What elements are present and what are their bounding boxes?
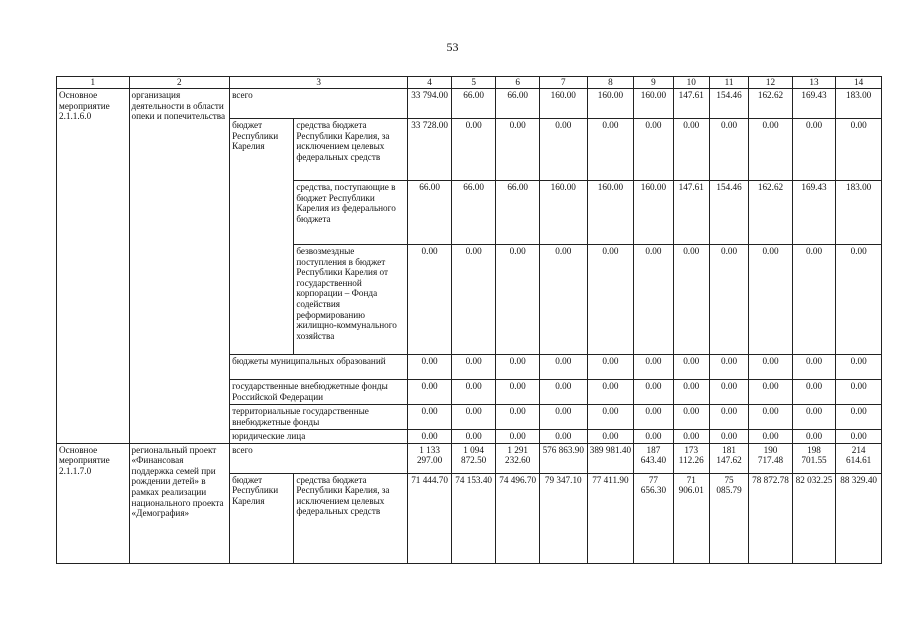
value-cell: 0.00 — [673, 355, 709, 380]
value-cell: 33 728.00 — [408, 119, 452, 181]
value-cell: 66.00 — [451, 181, 496, 245]
value-cell: 0.00 — [673, 380, 709, 405]
value-cell: 0.00 — [792, 245, 836, 355]
measure-description: организация деятельности в области опеки и попечительства — [129, 89, 230, 444]
source-label: бюджеты муниципальных образований — [230, 355, 408, 380]
source-label: территориальные государственные внебюджетные фонды — [230, 405, 408, 430]
value-cell: 0.00 — [451, 405, 496, 430]
value-cell: 0.00 — [496, 430, 540, 444]
value-cell: 0.00 — [634, 119, 673, 181]
value-cell: 0.00 — [587, 119, 634, 181]
value-cell: 0.00 — [408, 245, 452, 355]
header-cell: 12 — [749, 77, 793, 89]
value-cell: 389 981.40 — [587, 443, 634, 473]
header-cell: 14 — [836, 77, 882, 89]
value-cell: 0.00 — [792, 355, 836, 380]
value-cell: 0.00 — [749, 355, 793, 380]
value-cell: 88 329.40 — [836, 473, 882, 563]
header-cell: 10 — [673, 77, 709, 89]
value-cell: 0.00 — [749, 119, 793, 181]
value-cell: 162.62 — [749, 181, 793, 245]
value-cell: 71 444.70 — [408, 473, 452, 563]
header-cell: 13 — [792, 77, 836, 89]
header-cell: 7 — [539, 77, 587, 89]
value-cell: 0.00 — [587, 430, 634, 444]
value-cell: 0.00 — [451, 245, 496, 355]
value-cell: 0.00 — [587, 245, 634, 355]
value-cell: 74 153.40 — [451, 473, 496, 563]
value-cell: 0.00 — [836, 355, 882, 380]
value-cell: 183.00 — [836, 89, 882, 119]
value-cell: 0.00 — [836, 430, 882, 444]
value-cell: 0.00 — [749, 405, 793, 430]
source-label: средства бюджета Республики Карелия, за исключением целевых федеральных средств — [294, 119, 408, 181]
value-cell: 0.00 — [792, 380, 836, 405]
value-cell: 0.00 — [792, 119, 836, 181]
value-cell: 0.00 — [496, 119, 540, 181]
measure-code: Основное мероприятие 2.1.1.6.0 — [57, 89, 130, 444]
value-cell: 0.00 — [451, 119, 496, 181]
page-number: 53 — [446, 40, 459, 54]
header-cell: 6 — [496, 77, 540, 89]
table-body — [57, 77, 882, 564]
value-cell: 0.00 — [451, 355, 496, 380]
value-cell: 162.62 — [749, 89, 793, 119]
value-cell: 0.00 — [836, 405, 882, 430]
value-cell: 0.00 — [792, 430, 836, 444]
value-cell: 160.00 — [634, 89, 673, 119]
value-cell: 0.00 — [408, 430, 452, 444]
value-cell: 187 643.40 — [634, 443, 673, 473]
header-cell: 8 — [587, 77, 634, 89]
value-cell: 0.00 — [634, 405, 673, 430]
value-cell: 0.00 — [792, 405, 836, 430]
value-cell: 0.00 — [634, 355, 673, 380]
value-cell: 181 147.62 — [709, 443, 748, 473]
value-cell: 0.00 — [496, 405, 540, 430]
value-cell: 160.00 — [587, 181, 634, 245]
measure-total-row — [57, 89, 882, 119]
value-cell: 160.00 — [634, 181, 673, 245]
header-cell: 11 — [709, 77, 748, 89]
header-cell: 3 — [230, 77, 408, 89]
source-label: всего — [230, 89, 408, 119]
value-cell: 154.46 — [709, 181, 748, 245]
value-cell: 169.43 — [792, 181, 836, 245]
value-cell: 1 094 872.50 — [451, 443, 496, 473]
header-cell: 5 — [451, 77, 496, 89]
value-cell: 214 614.61 — [836, 443, 882, 473]
value-cell: 576 863.90 — [539, 443, 587, 473]
value-cell: 173 112.26 — [673, 443, 709, 473]
value-cell: 0.00 — [634, 430, 673, 444]
value-cell: 0.00 — [836, 119, 882, 181]
value-cell: 0.00 — [836, 245, 882, 355]
header-cell: 4 — [408, 77, 452, 89]
source-label: средства, поступающие в бюджет Республики Карелия из федерального бюджета — [294, 181, 408, 245]
header-cell: 9 — [634, 77, 673, 89]
value-cell: 190 717.48 — [749, 443, 793, 473]
value-cell: 0.00 — [709, 245, 748, 355]
header-cell: 2 — [129, 77, 230, 89]
value-cell: 0.00 — [749, 245, 793, 355]
value-cell: 160.00 — [539, 89, 587, 119]
value-cell: 0.00 — [587, 380, 634, 405]
value-cell: 160.00 — [587, 89, 634, 119]
value-cell: 1 133 297.00 — [408, 443, 452, 473]
value-cell: 74 496.70 — [496, 473, 540, 563]
value-cell: 79 347.10 — [539, 473, 587, 563]
value-cell: 0.00 — [539, 119, 587, 181]
value-cell: 147.61 — [673, 181, 709, 245]
value-cell: 75 085.79 — [709, 473, 748, 563]
value-cell: 0.00 — [749, 380, 793, 405]
value-cell: 66.00 — [496, 89, 540, 119]
value-cell: 0.00 — [539, 355, 587, 380]
value-cell: 0.00 — [496, 355, 540, 380]
value-cell: 0.00 — [587, 405, 634, 430]
value-cell: 0.00 — [673, 245, 709, 355]
value-cell: 0.00 — [709, 430, 748, 444]
value-cell: 66.00 — [451, 89, 496, 119]
value-cell: 0.00 — [539, 380, 587, 405]
measure-total-row — [57, 443, 882, 473]
value-cell: 160.00 — [539, 181, 587, 245]
value-cell: 0.00 — [709, 405, 748, 430]
budget-label: бюджет Республики Карелия — [230, 119, 294, 355]
value-cell: 0.00 — [587, 355, 634, 380]
value-cell: 0.00 — [496, 380, 540, 405]
value-cell: 0.00 — [709, 380, 748, 405]
value-cell: 198 701.55 — [792, 443, 836, 473]
source-label: средства бюджета Республики Карелия, за исключением целевых федеральных средств — [294, 473, 408, 563]
value-cell: 66.00 — [408, 181, 452, 245]
measure-description: региональный проект «Финансовая поддержка семей при рождении детей» в рамках реализации национального проекта «Демография» — [129, 443, 230, 563]
value-cell: 0.00 — [673, 119, 709, 181]
value-cell: 0.00 — [539, 430, 587, 444]
header-cell: 1 — [57, 77, 130, 89]
value-cell: 1 291 232.60 — [496, 443, 540, 473]
value-cell: 78 872.78 — [749, 473, 793, 563]
value-cell: 0.00 — [634, 380, 673, 405]
value-cell: 77 411.90 — [587, 473, 634, 563]
budget-label: бюджет Республики Карелия — [230, 473, 294, 563]
value-cell: 66.00 — [496, 181, 540, 245]
budget-table — [56, 76, 882, 564]
value-cell: 154.46 — [709, 89, 748, 119]
value-cell: 0.00 — [749, 430, 793, 444]
value-cell: 0.00 — [539, 245, 587, 355]
value-cell: 169.43 — [792, 89, 836, 119]
value-cell: 77 656.30 — [634, 473, 673, 563]
value-cell: 0.00 — [673, 405, 709, 430]
source-label: всего — [230, 443, 408, 473]
value-cell: 0.00 — [408, 380, 452, 405]
value-cell: 33 794.00 — [408, 89, 452, 119]
source-label: юридические лица — [230, 430, 408, 444]
value-cell: 82 032.25 — [792, 473, 836, 563]
value-cell: 0.00 — [451, 430, 496, 444]
value-cell: 0.00 — [451, 380, 496, 405]
measure-code: Основное мероприятие 2.1.1.7.0 — [57, 443, 130, 563]
value-cell: 0.00 — [634, 245, 673, 355]
source-label: государственные внебюджетные фонды Российской Федерации — [230, 380, 408, 405]
value-cell: 0.00 — [408, 405, 452, 430]
value-cell: 0.00 — [496, 245, 540, 355]
source-label: безвозмездные поступления в бюджет Республики Карелия от государственной корпорации – Фонда содействия реформированию жилищно-коммунального хозяйства — [294, 245, 408, 355]
value-cell: 147.61 — [673, 89, 709, 119]
value-cell: 0.00 — [539, 405, 587, 430]
value-cell: 0.00 — [709, 355, 748, 380]
value-cell: 71 906.01 — [673, 473, 709, 563]
value-cell: 0.00 — [673, 430, 709, 444]
value-cell: 0.00 — [836, 380, 882, 405]
header-row — [57, 77, 882, 89]
value-cell: 183.00 — [836, 181, 882, 245]
value-cell: 0.00 — [408, 355, 452, 380]
value-cell: 0.00 — [709, 119, 748, 181]
